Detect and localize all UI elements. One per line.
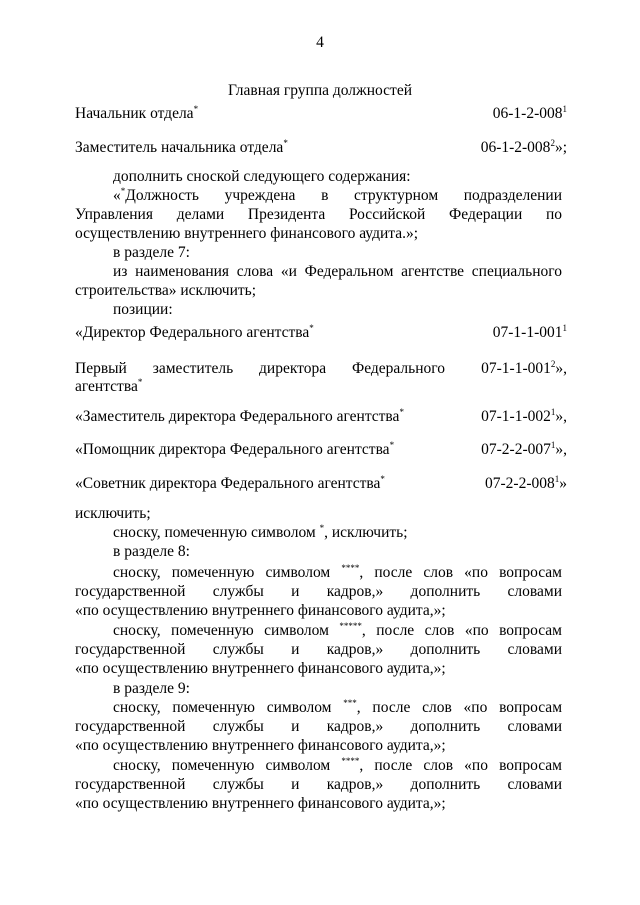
paragraph-line: «по осуществлению внутреннего финансового аудита,»; (75, 660, 446, 677)
paragraph-line: сноску, помеченную символом ***, после слов «по вопросам (113, 698, 562, 716)
paragraph-line: сноску, помеченную символом *****, после слов «по вопросам (113, 621, 562, 639)
position-title: «Директор Федерального агентства* (75, 323, 314, 341)
position-code: $07-1-1-001^1$ (492, 323, 567, 341)
paragraph-line: «по осуществлению внутреннего финансового аудита,»; (75, 795, 446, 812)
position-code: $07-1-1-001^2$», (481, 359, 567, 377)
position-title: Начальник отдела* (75, 104, 199, 122)
paragraph-line: «по осуществлению внутреннего финансового аудита,»; (75, 737, 446, 754)
paragraph-line: «*Должность учреждена в структурном подразделении (113, 186, 562, 204)
paragraph-line: исключить; (75, 505, 151, 522)
paragraph-line: позиции: (113, 301, 173, 318)
paragraph-line: государственной службы и кадров,» дополнить словами (75, 776, 562, 793)
paragraph-line: в разделе 7: (113, 244, 190, 261)
paragraph-line: Управления делами Президента Российской Федерации по (75, 206, 562, 223)
paragraph-line: сноску, помеченную символом *, исключить; (113, 523, 408, 541)
paragraph-line: в разделе 9: (113, 680, 190, 697)
paragraph-line: дополнить сноской следующего содержания: (113, 168, 411, 185)
paragraph-line: в разделе 8: (113, 543, 190, 560)
position-title: «Заместитель директора Федерального агентства* (75, 407, 404, 425)
paragraph-line: сноску, помеченную символом ****, после слов «по вопросам (113, 563, 562, 581)
paragraph-line: сноску, помеченную символом ****, после слов «по вопросам (113, 756, 562, 774)
position-code: $06-1-2-008^2$»; (480, 138, 567, 156)
section-heading: Главная группа должностей (227, 82, 413, 99)
paragraph-line: государственной службы и кадров,» дополнить словами (75, 583, 562, 600)
paragraph-line: строительства» исключить; (75, 282, 257, 299)
paragraph-line: «по осуществлению внутреннего финансового аудита,»; (75, 602, 446, 619)
paragraph-line: государственной службы и кадров,» дополнить словами (75, 718, 562, 735)
position-code: $07-1-1-002^1$», (481, 407, 567, 425)
position-code: $06-1-2-008^1$ (492, 104, 567, 122)
paragraph-line: осуществлению внутреннего финансового аудита.»; (75, 225, 419, 242)
paragraph-line: из наименования слова «и Федеральном агентстве специального (113, 263, 562, 280)
page-number: 4 (316, 34, 324, 51)
position-title: Заместитель начальника отдела* (75, 138, 288, 156)
position-title: «Помощник директора Федерального агентства* (75, 440, 395, 458)
position-title: Первый заместитель директора Федерального (75, 360, 445, 377)
position-code: $07-2-2-007^1$», (481, 440, 567, 458)
position-title: агентства* (75, 377, 143, 395)
paragraph-line: государственной службы и кадров,» дополнить словами (75, 641, 562, 658)
position-title: «Советник директора Федерального агентства* (75, 474, 385, 492)
position-code: $07-2-2-008^1$» (485, 474, 567, 492)
